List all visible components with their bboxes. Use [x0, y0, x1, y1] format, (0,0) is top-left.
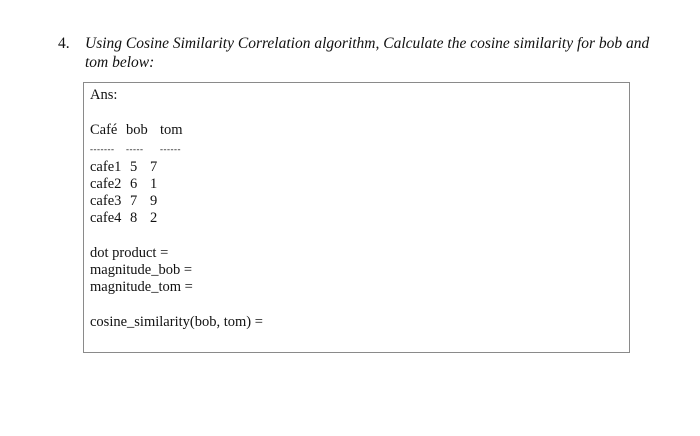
question-line-2: tom below:	[85, 54, 155, 71]
question-line-1: Using Cosine Similarity Correlation algorithm, Calculate the cosine similarity for bob and	[85, 35, 650, 52]
table-row	[90, 159, 263, 176]
divider-cafe: -------	[90, 144, 115, 154]
table-row	[90, 176, 263, 193]
row-tom: 1	[150, 176, 158, 192]
row-cafe: cafe1	[90, 159, 122, 175]
table-rows	[90, 159, 263, 227]
answer-content	[90, 87, 263, 331]
header-bob: bob	[126, 122, 148, 138]
row-cafe: cafe2	[90, 176, 122, 192]
dot-product-line: dot product =	[90, 245, 169, 261]
divider-tom: ------	[160, 144, 181, 154]
table-row	[90, 210, 263, 227]
question-text	[85, 34, 658, 72]
magnitude-bob-line: magnitude_bob =	[90, 262, 193, 278]
row-bob: 8	[130, 210, 138, 226]
header-cafe: Café	[90, 122, 118, 138]
row-bob: 5	[130, 159, 138, 175]
table-row	[90, 193, 263, 210]
row-tom: 7	[150, 159, 158, 175]
question	[58, 34, 658, 72]
row-tom: 9	[150, 193, 158, 209]
row-bob: 6	[130, 176, 138, 192]
table-divider	[90, 143, 263, 155]
row-cafe: cafe3	[90, 193, 122, 209]
formulas	[90, 245, 263, 296]
row-bob: 7	[130, 193, 138, 209]
magnitude-tom-line: magnitude_tom =	[90, 279, 193, 295]
divider-bob: -----	[126, 144, 144, 154]
cosine-similarity-line: cosine_similarity(bob, tom) =	[90, 314, 263, 330]
row-tom: 2	[150, 210, 158, 226]
answer-label: Ans:	[90, 87, 118, 103]
row-cafe: cafe4	[90, 210, 122, 226]
question-number: 4.	[58, 35, 70, 52]
table-header	[90, 122, 263, 139]
header-tom: tom	[160, 122, 183, 138]
answer-box	[83, 82, 630, 353]
